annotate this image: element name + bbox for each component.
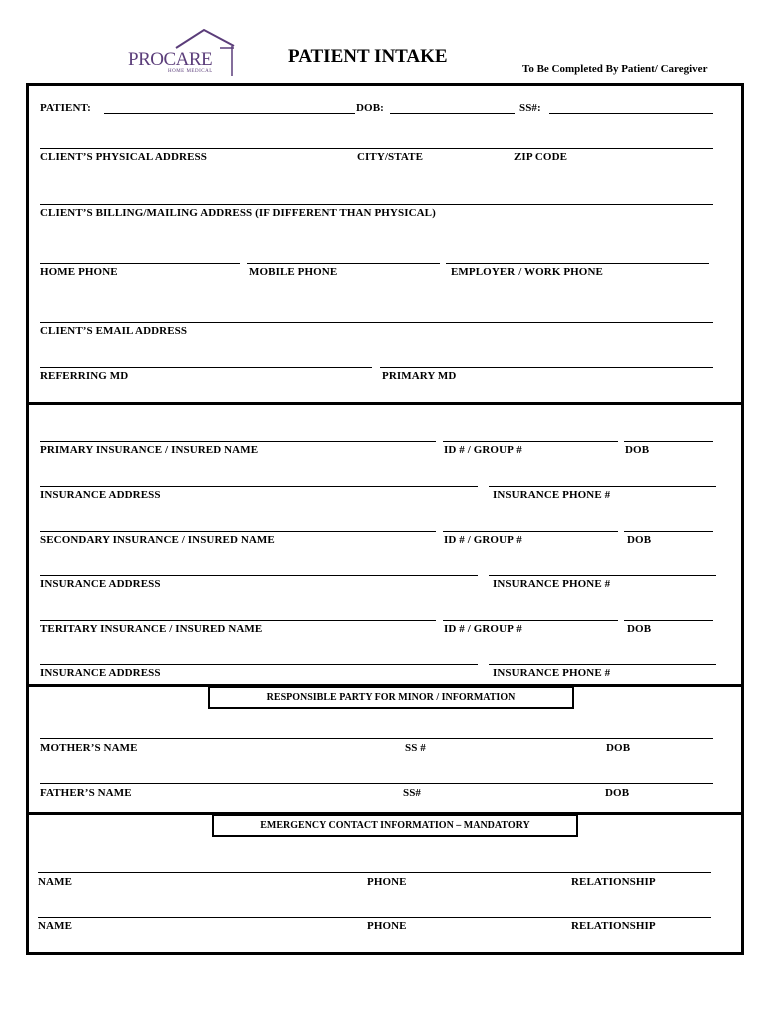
ss-field[interactable] bbox=[549, 113, 713, 114]
primary-id-label: ID # / GROUP # bbox=[444, 444, 522, 456]
mother-field[interactable] bbox=[40, 738, 713, 739]
insurance-address-field[interactable] bbox=[40, 664, 478, 665]
insurance-address-label: INSURANCE ADDRESS bbox=[40, 578, 161, 590]
home-phone-field[interactable] bbox=[40, 263, 240, 264]
page-title: PATIENT INTAKE bbox=[288, 46, 448, 67]
emergency-name-label: NAME bbox=[38, 920, 73, 932]
insurance-address-label: INSURANCE ADDRESS bbox=[40, 667, 161, 679]
insurance-phone-label: INSURANCE PHONE # bbox=[493, 489, 611, 501]
billing-address-label: CLIENT’S BILLING/MAILING ADDRESS (IF DIFFERENT THAN PHYSICAL) bbox=[40, 207, 436, 219]
tertiary-id-field[interactable] bbox=[443, 620, 618, 621]
secondary-dob-label: DOB bbox=[627, 534, 652, 546]
ss-label: SS#: bbox=[519, 102, 541, 114]
father-field[interactable] bbox=[40, 783, 713, 784]
billing-address-field[interactable] bbox=[40, 204, 713, 205]
secondary-id-label: ID # / GROUP # bbox=[444, 534, 522, 546]
emergency-phone-label: PHONE bbox=[367, 920, 407, 932]
father-ss-label: SS# bbox=[403, 787, 422, 799]
email-label: CLIENT’S EMAIL ADDRESS bbox=[40, 325, 188, 337]
emergency-phone-label: PHONE bbox=[367, 876, 407, 888]
primary-md-label: PRIMARY MD bbox=[382, 370, 457, 382]
patient-label: PATIENT: bbox=[40, 102, 91, 114]
primary-md-field[interactable] bbox=[380, 367, 713, 368]
physical-address-label: CLIENT’S PHYSICAL ADDRESS bbox=[40, 151, 207, 163]
insurance-phone-label: INSURANCE PHONE # bbox=[493, 578, 611, 590]
zip-code-label: ZIP CODE bbox=[514, 151, 568, 163]
insurance-address-field[interactable] bbox=[40, 486, 478, 487]
mother-dob-label: DOB bbox=[606, 742, 631, 754]
tertiary-id-label: ID # / GROUP # bbox=[444, 623, 522, 635]
tertiary-dob-field[interactable] bbox=[624, 620, 713, 621]
section-divider bbox=[26, 402, 744, 405]
emergency-relationship-label: RELATIONSHIP bbox=[571, 920, 656, 932]
primary-insurance-label: PRIMARY INSURANCE / INSURED NAME bbox=[40, 444, 259, 456]
work-phone-label: EMPLOYER / WORK PHONE bbox=[451, 266, 603, 278]
dob-label: DOB: bbox=[356, 102, 384, 114]
emergency-contact-1-field[interactable] bbox=[38, 872, 711, 873]
insurance-address-label: INSURANCE ADDRESS bbox=[40, 489, 161, 501]
tertiary-insurance-label: TERITARY INSURANCE / INSURED NAME bbox=[40, 623, 263, 635]
logo bbox=[126, 26, 238, 78]
responsible-party-heading: RESPONSIBLE PARTY FOR MINOR / INFORMATION bbox=[208, 686, 574, 709]
tertiary-dob-label: DOB bbox=[627, 623, 652, 635]
insurance-phone-field[interactable] bbox=[489, 575, 716, 576]
insurance-phone-label: INSURANCE PHONE # bbox=[493, 667, 611, 679]
logo-text: PROCARE bbox=[128, 49, 213, 70]
insurance-phone-field[interactable] bbox=[489, 486, 716, 487]
primary-dob-label: DOB bbox=[625, 444, 650, 456]
email-field[interactable] bbox=[40, 322, 713, 323]
mother-ss-label: SS # bbox=[405, 742, 426, 754]
page-subtitle: To Be Completed By Patient/ Caregiver bbox=[522, 63, 708, 75]
secondary-insurance-field[interactable] bbox=[40, 531, 436, 532]
emergency-name-label: NAME bbox=[38, 876, 73, 888]
secondary-insurance-label: SECONDARY INSURANCE / INSURED NAME bbox=[40, 534, 275, 546]
mobile-phone-label: MOBILE PHONE bbox=[249, 266, 338, 278]
father-dob-label: DOB bbox=[605, 787, 630, 799]
mobile-phone-field[interactable] bbox=[247, 263, 440, 264]
logo-subtext: HOME MEDICAL bbox=[168, 69, 213, 74]
referring-md-label: REFERRING MD bbox=[40, 370, 129, 382]
patient-field[interactable] bbox=[104, 113, 355, 114]
tertiary-insurance-field[interactable] bbox=[40, 620, 436, 621]
primary-id-field[interactable] bbox=[443, 441, 618, 442]
insurance-address-field[interactable] bbox=[40, 575, 478, 576]
insurance-phone-field[interactable] bbox=[489, 664, 716, 665]
emergency-contact-heading: EMERGENCY CONTACT INFORMATION – MANDATORY bbox=[212, 814, 578, 837]
father-label: FATHER’S NAME bbox=[40, 787, 132, 799]
emergency-relationship-label: RELATIONSHIP bbox=[571, 876, 656, 888]
secondary-dob-field[interactable] bbox=[624, 531, 713, 532]
secondary-id-field[interactable] bbox=[443, 531, 618, 532]
dob-field[interactable] bbox=[390, 113, 515, 114]
referring-md-field[interactable] bbox=[40, 367, 372, 368]
primary-insurance-field[interactable] bbox=[40, 441, 436, 442]
work-phone-field[interactable] bbox=[446, 263, 709, 264]
primary-dob-field[interactable] bbox=[624, 441, 713, 442]
mother-label: MOTHER’S NAME bbox=[40, 742, 138, 754]
physical-address-field[interactable] bbox=[40, 148, 713, 149]
emergency-contact-2-field[interactable] bbox=[38, 917, 711, 918]
city-state-label: CITY/STATE bbox=[357, 151, 424, 163]
home-phone-label: HOME PHONE bbox=[40, 266, 118, 278]
